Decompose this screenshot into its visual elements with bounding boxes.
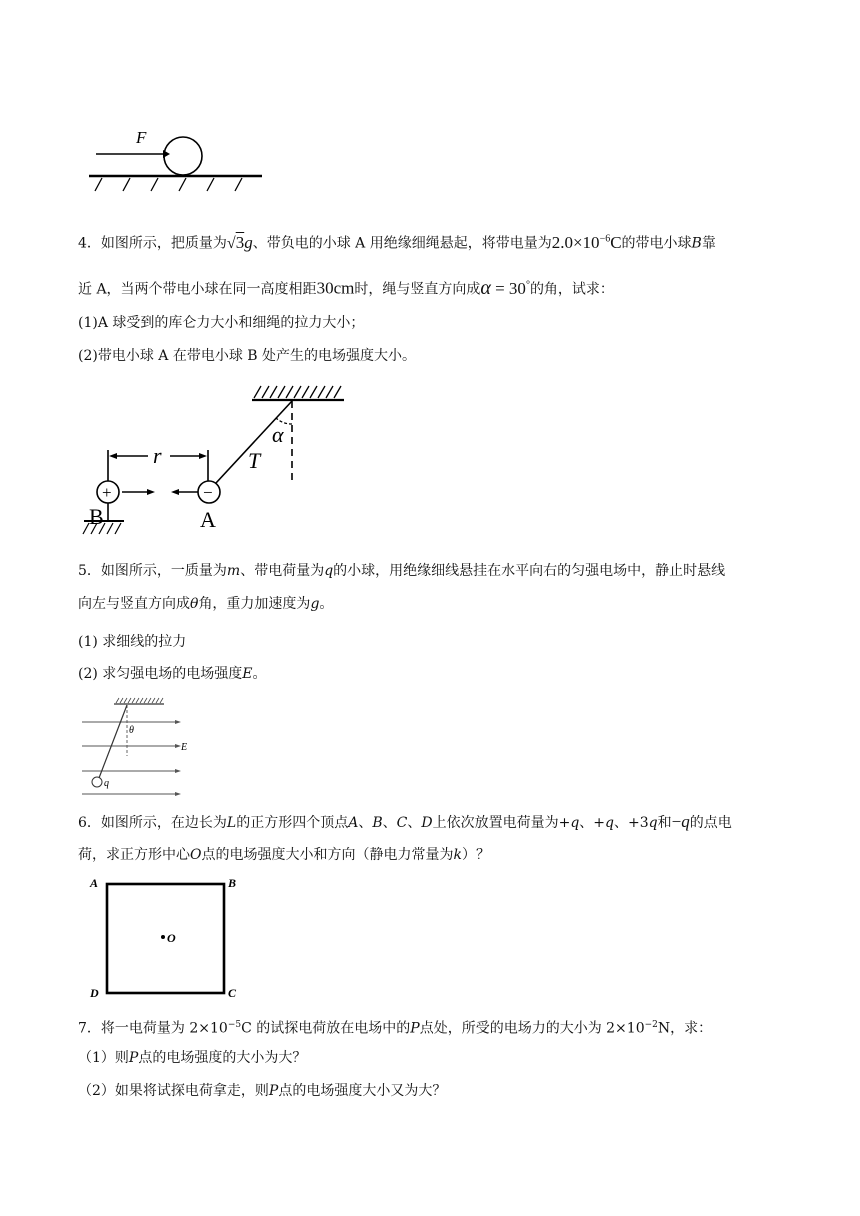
- q5-text: 。: [252, 666, 267, 682]
- q7-number: 7．: [78, 1020, 101, 1037]
- q7-text: （2）如果将试探电荷拿走，则: [78, 1083, 269, 1099]
- ball: [164, 137, 202, 175]
- tension-label: T: [248, 448, 261, 473]
- field-label: E: [181, 742, 188, 753]
- alpha-label: α: [272, 422, 284, 447]
- figure-coulomb-pendulum: [80, 382, 360, 542]
- q6-d: D: [421, 815, 433, 831]
- thread: [99, 705, 127, 778]
- q5-g: g: [310, 596, 320, 612]
- q5-line1: [78, 561, 725, 581]
- q4-text: 的角，试求：: [529, 281, 614, 298]
- q5-m: m: [226, 563, 241, 579]
- figure-square-charges: [82, 872, 252, 1004]
- force-on-b-head: [147, 489, 155, 495]
- ball-a-label: A: [200, 507, 216, 532]
- q4-alpha-deg: °: [525, 279, 530, 290]
- q5-text: (2) 求匀强电场的电场强度: [78, 666, 243, 682]
- q5-sub1: (1) 求细线的拉力: [78, 634, 187, 650]
- q4-sub2: (2)带电小球 A 在带电小球 B 处产生的电场强度大小。: [78, 348, 417, 364]
- q4-number: 4．: [78, 235, 101, 252]
- q7-text: 将一电荷量为 2×10: [100, 1020, 228, 1037]
- q6-neg: −: [671, 812, 682, 831]
- q6-q2: q: [605, 815, 614, 831]
- q4-line1: [78, 229, 716, 254]
- q4-text: 的带电小球: [621, 235, 692, 252]
- q4-text: 靠: [701, 235, 716, 252]
- q6-text: 和: [657, 815, 672, 831]
- q6-text: 的点电: [689, 815, 732, 831]
- q4-mass: √3g: [226, 232, 253, 252]
- q7-text: 点的电场强度大小又为大？: [278, 1083, 447, 1099]
- q7-sub2: [78, 1081, 446, 1101]
- r-label: r: [153, 443, 162, 468]
- q6-text: 的正方形四个顶点: [236, 815, 349, 831]
- q7-line1: [78, 1015, 712, 1039]
- ceiling-hatch: [116, 698, 163, 703]
- charged-ball: [92, 777, 102, 787]
- vertex-b-label: B: [228, 876, 237, 890]
- q5-text: 角，重力加速度为: [198, 596, 311, 612]
- q6-text: 如图所示，在边长为: [100, 815, 227, 831]
- q6-neg-q: [672, 812, 690, 831]
- q6-sep: 、: [407, 815, 422, 831]
- center-point: [161, 935, 165, 939]
- q5-text: 、带电荷量为: [240, 563, 325, 579]
- q7-p: P: [410, 1020, 420, 1037]
- q6-text: 、+3: [614, 815, 649, 831]
- q6-k: k: [453, 847, 462, 863]
- q6-q3: q: [648, 815, 658, 831]
- q6-l: L: [226, 815, 237, 831]
- q6-a: A: [348, 815, 359, 831]
- vertex-d-label: D: [90, 986, 99, 1000]
- q4-alpha: [480, 276, 530, 299]
- q7-exp2: −2: [644, 1020, 658, 1030]
- q5-theta: θ: [190, 596, 199, 612]
- ground-hatch: [95, 178, 242, 191]
- q5-q: q: [324, 563, 334, 579]
- q5-line2: [78, 594, 333, 614]
- q6-line1: [78, 812, 732, 833]
- r-arrow-right-head: [199, 453, 207, 459]
- center-label: O: [167, 931, 176, 945]
- q7-sub1: [78, 1048, 306, 1068]
- q4-charge-exp: −6: [599, 233, 611, 244]
- q6-c: C: [396, 815, 408, 831]
- q6-o: O: [190, 847, 202, 863]
- q4-alpha-sym: α: [480, 276, 491, 299]
- q4-distance: 30cm: [316, 278, 355, 298]
- q5-number: 5．: [78, 563, 101, 579]
- q6-number: 6．: [78, 815, 101, 831]
- q5-text: 向左与竖直方向成: [78, 596, 190, 612]
- force-on-a-head: [171, 489, 179, 495]
- q5-sub2: [78, 664, 267, 684]
- q6-sep: 、: [382, 815, 397, 831]
- q4-text: 近 A，当两个带电小球在同一高度相距: [78, 281, 317, 298]
- q5-text: 的小球，用绝缘细线悬挂在水平向右的匀强电场中，静止时悬线: [333, 563, 726, 579]
- q4-charge-unit: C: [610, 232, 622, 252]
- q7-exp1: −5: [227, 1020, 242, 1030]
- q7-p: P: [268, 1083, 279, 1099]
- vertex-c-label: C: [228, 986, 237, 1000]
- ball-b-label: B: [89, 504, 104, 529]
- q4-mass-unit: g: [244, 232, 253, 252]
- q6-text: 上依次放置电荷量为+: [432, 815, 571, 831]
- figure-ball-force: [84, 125, 269, 195]
- square: [107, 884, 224, 993]
- vertex-a-label: A: [90, 876, 99, 890]
- q4-line2: [78, 275, 614, 300]
- q5-text: 。: [319, 596, 334, 612]
- q6-text: ）？: [461, 847, 490, 863]
- q7-text: 点的电场强度的大小为大？: [138, 1050, 307, 1066]
- r-arrow-left-head: [109, 453, 117, 459]
- q4-alpha-eq: = 30: [490, 278, 526, 298]
- q7-p: P: [128, 1050, 139, 1066]
- q6-q1: q: [570, 815, 580, 831]
- q6-sep: 、: [358, 815, 373, 831]
- q7-text: C 的试探电荷放在电场中的: [241, 1020, 411, 1037]
- q4-text: 时，绳与竖直方向成: [354, 281, 481, 298]
- force-label: F: [136, 128, 147, 147]
- q6-text: 、+: [579, 815, 606, 831]
- q5-e: E: [242, 666, 253, 682]
- q4-text: 、带负电的小球 A 用绝缘细绳悬起，将带电量为: [252, 235, 552, 252]
- q4-ball-b: B: [691, 235, 702, 252]
- q4-charge: [552, 233, 622, 252]
- q6-text: 荷，求正方形中心: [78, 847, 190, 863]
- q4-text: 如图所示，把质量为: [100, 235, 227, 252]
- field-arrowheads: [175, 720, 181, 796]
- theta-label: θ: [129, 725, 134, 736]
- q5-text: 如图所示，一质量为: [100, 563, 227, 579]
- q4-sub1: (1)A 球受到的库仑力大小和细绳的拉力大小；: [78, 315, 365, 331]
- q4-charge-mantissa: 2.0×10: [551, 232, 600, 252]
- q6-line2: [78, 845, 490, 865]
- q4-mass-coef: 3: [235, 232, 245, 252]
- ball-a-sign: −: [203, 483, 213, 502]
- charge-label: q: [104, 778, 109, 789]
- q6-b: B: [372, 815, 383, 831]
- ball-b-sign: +: [102, 483, 112, 502]
- q7-text: N，求：: [657, 1020, 713, 1037]
- q7-text: （1）则: [78, 1050, 129, 1066]
- q7-text: 点处，所受的电场力的大小为 2×10: [419, 1020, 645, 1037]
- figure-field-pendulum: [80, 696, 200, 800]
- q6-text: 点的电场强度大小和方向（静电力常量为: [201, 847, 454, 863]
- ceiling-hatch: [254, 386, 341, 398]
- q6-q4: q: [681, 812, 690, 831]
